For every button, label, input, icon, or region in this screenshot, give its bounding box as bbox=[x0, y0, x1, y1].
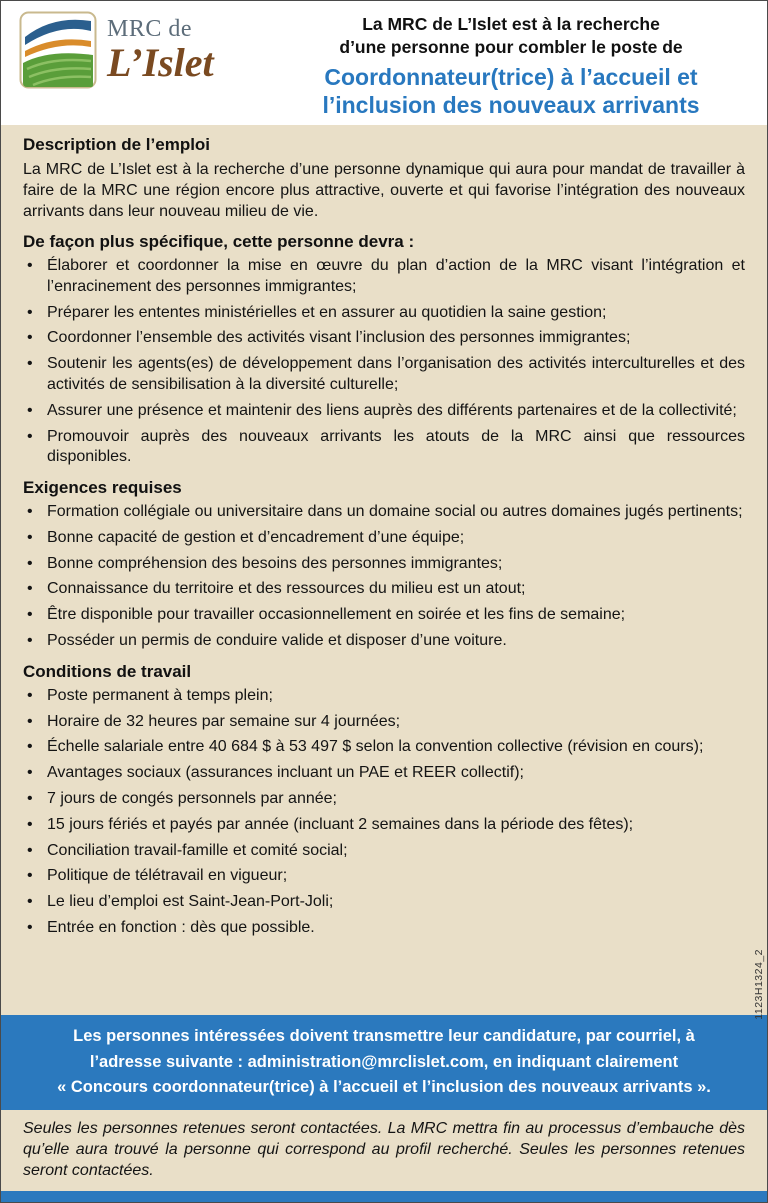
application-banner bbox=[1, 1015, 767, 1110]
intro-text bbox=[269, 13, 753, 59]
list-item: • 15 jours fériés et payés par année (incluant 2 semaines dans la période des fêtes); bbox=[23, 815, 745, 836]
list-item: • Entrée en fonction : dès que possible. bbox=[23, 918, 745, 939]
header-text bbox=[269, 11, 753, 119]
conditions-heading: Conditions de travail bbox=[23, 661, 192, 681]
list-item: • Être disponible pour travailler occasionnellement en soirée et les fins de semaine; bbox=[23, 605, 745, 626]
requirements-heading: Exigences requises bbox=[23, 478, 182, 498]
intro-line-1: La MRC de L’Islet est à la recherche bbox=[362, 14, 660, 34]
list-item: • Bonne compréhension des besoins des personnes immigrantes; bbox=[23, 554, 745, 575]
list-item: • Politique de télétravail en vigueur; bbox=[23, 866, 745, 887]
list-item: • 7 jours de congés personnels par année; bbox=[23, 789, 745, 810]
list-item: • Conciliation travail-famille et comité social; bbox=[23, 841, 745, 862]
list-item: • Échelle salariale entre 40 684 $ à 53 497 $ selon la convention collective (révision en cours); bbox=[23, 737, 745, 758]
mrc-lislet-logo bbox=[19, 11, 269, 89]
banner-line-2 bbox=[27, 1050, 741, 1076]
job-title-line-2: l’inclusion des nouveaux arrivants bbox=[322, 91, 700, 118]
list-item: • Coordonner l’ensemble des activités visant l’inclusion des personnes immigrantes; bbox=[23, 328, 745, 349]
specifics-heading: De façon plus spécifique, cette personne devra : bbox=[23, 231, 415, 251]
logo-wordmark bbox=[107, 17, 214, 83]
list-item: • Assurer une présence et maintenir des liens auprès des différents partenaires et de la collectivité; bbox=[23, 401, 745, 422]
logo-emblem-icon bbox=[19, 11, 97, 89]
list-item: • Poste permanent à temps plein; bbox=[23, 686, 745, 707]
conditions-list bbox=[23, 686, 745, 939]
email-address: administration@mrclislet.com bbox=[247, 1052, 484, 1071]
banner-line-1: Les personnes intéressées doivent transmettre leur candidature, par courriel, à bbox=[73, 1026, 695, 1045]
specifics-list bbox=[23, 256, 745, 468]
description-paragraph: La MRC de L’Islet est à la recherche d’une personne dynamique qui aura pour mandat de travailler à faire de la MRC une région encore plus attractive, ouverte et qui favorise l’intégration des nouveaux arrivants dans leur nouveau milieu de vie. bbox=[23, 160, 745, 220]
description-heading: Description de l’emploi bbox=[23, 134, 211, 154]
logo-text-islet: L’Islet bbox=[107, 40, 214, 85]
list-item: • Connaissance du territoire et des ressources du milieu est un atout; bbox=[23, 579, 745, 600]
banner-line-3: « Concours coordonnateur(trice) à l’accueil et l’inclusion des nouveaux arrivants ». bbox=[57, 1078, 711, 1097]
footer-note: Seules les personnes retenues seront contactées. La MRC mettra fin au processus d’embauche dès qu’elle aura trouvé la personne qui correspond au profil recherché. Seules les personnes retenues seront contactées. bbox=[1, 1110, 767, 1191]
print-reference-code: 1123H1324_2 bbox=[753, 949, 765, 1020]
list-item: • Soutenir les agents(es) de développement dans l’organisation des activités interculturelles et des activités de sensibilisation à la diversité culturelle; bbox=[23, 354, 745, 396]
job-title bbox=[269, 63, 753, 119]
list-item: • Avantages sociaux (assurances incluant un PAE et REER collectif); bbox=[23, 763, 745, 784]
list-item: • Bonne capacité de gestion et d’encadrement d’une équipe; bbox=[23, 528, 745, 549]
list-item: • Élaborer et coordonner la mise en œuvre du plan d’action de la MRC visant l’intégration et l’enracinement des personnes immigrantes; bbox=[23, 256, 745, 298]
list-item: • Promouvoir auprès des nouveaux arrivants les atouts de la MRC ainsi que ressources disponibles. bbox=[23, 427, 745, 469]
job-title-line-1: Coordonnateur(trice) à l’accueil et bbox=[324, 63, 698, 90]
requirements-list bbox=[23, 502, 745, 652]
list-item: • Formation collégiale ou universitaire dans un domaine social ou autres domaines jugés pertinents; bbox=[23, 502, 745, 523]
bottom-blue-bar bbox=[1, 1191, 767, 1202]
header bbox=[1, 1, 767, 125]
logo-text-mrc: MRC de bbox=[107, 16, 193, 42]
list-item: • Préparer les ententes ministérielles et en assurer au quotidien la saine gestion; bbox=[23, 303, 745, 324]
posting-body bbox=[1, 125, 767, 1015]
list-item: • Horaire de 32 heures par semaine sur 4 journées; bbox=[23, 712, 745, 733]
list-item: • Posséder un permis de conduire valide et disposer d’une voiture. bbox=[23, 631, 745, 652]
banner-line-2-prefix: l’adresse suivante : bbox=[89, 1052, 248, 1071]
banner-line-2-suffix: , en indiquant clairement bbox=[483, 1052, 679, 1071]
list-item: • Le lieu d’emploi est Saint-Jean-Port-Joli; bbox=[23, 892, 745, 913]
intro-line-2: d’une personne pour combler le poste de bbox=[339, 36, 683, 57]
